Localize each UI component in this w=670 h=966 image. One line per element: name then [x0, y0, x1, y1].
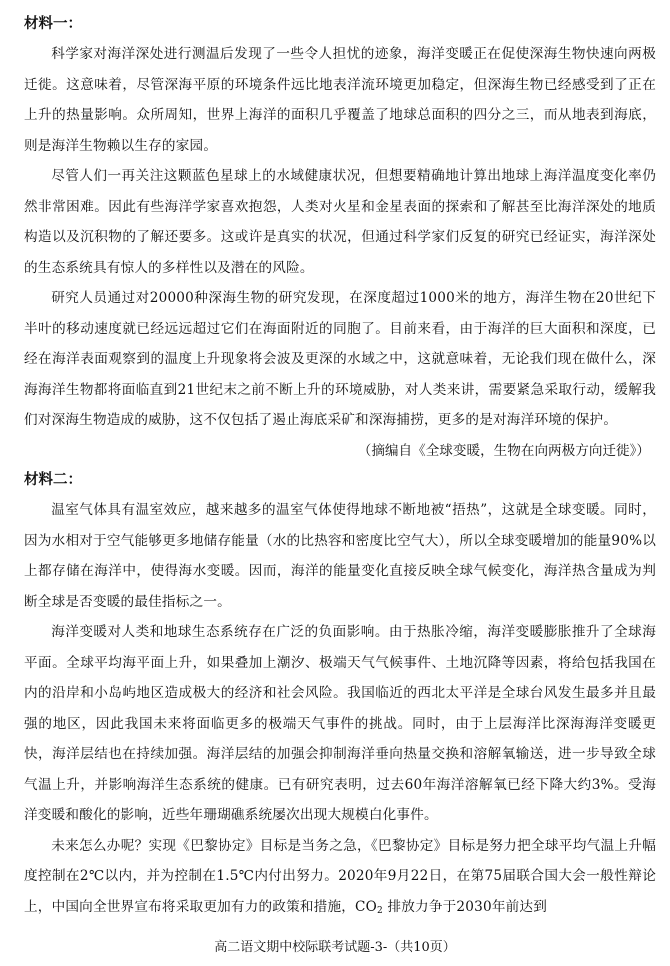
- material2-paragraph-2: 海洋变暖对人类和地球生态系统存在广泛的负面影响。由于热胀冷缩，海洋变暖膨胀推升了全球海平面。全球平均海平面上升，如果叠加上潮汐、极端天气气候事件、土地沉降等因素，将给包括我国在内的沿岸和小岛屿地区造成极大的经济和社会风险。我国临近的西北太平洋是全球台风发生最多并且最强的地区，因此我国未来将面临更多的极端天气事件的挑战。同时，由于上层海洋比深海海洋变暖更快，海洋层结也在持续加强。海洋层结的加强会抑制海洋垂向热量交换和溶解氧输送，进一步导致全球气温上升，并影响海洋生态系统的健康。已有研究表明，过去60年海洋溶解氧已经下降大约3%。受海洋变暖和酸化的影响，近些年珊瑚礁系统屡次出现大规模白化事件。: [24, 624, 656, 823]
- material2-paragraph-3: [24, 831, 656, 923]
- material2-paragraph-3-text: 未来怎么办呢？实现《巴黎协定》目标是当务之急，《巴黎协定》目标是努力把全球平均气温上升幅度控制在2℃以内，并为控制在1.5℃内付出努力。2020年9月22日，在第75届联合国大会一般性辩论上，中国向全世界宣布将采取更加有力的政策和措施，CO: [24, 837, 656, 915]
- material2-paragraph-1: 温室气体具有温室效应，越来越多的温室气体使得地球不断地被“捂热”，这就是全球变暖。同时，因为水相对于空气能够更多地储存能量（水的比热容和密度比空气大），所以全球变暖增加的能量90%以上都存储在海洋中，使得海水变暖。因而，海洋的能量变化直接反映全球气候变化，海洋热含量成为判断全球是否变暖的最佳指标之一。: [24, 502, 656, 610]
- page-footer: 高二语文期中校际联考试题-3-（共10页）: [214, 940, 456, 955]
- material1-heading: 材料一：: [24, 16, 82, 32]
- material1-paragraph-3: 研究人员通过对20000种深海生物的研究发现，在深度超过1000米的地方，海洋生物在20世纪下半叶的移动速度就已经远远超过它们在海面附近的同胞了。目前来看，由于海洋的巨大面积和深度，已经在海洋表面观察到的温度上升现象将会波及更深的水域之中，这就意味着，无论我们现在做什么，深海海洋生物都将面临直到21世纪末之前不断上升的环境威胁，对人类来讲，需要紧急采取行动，缓解我们对深海生物造成的威胁，这不仅包括了遏止海底采矿和深海捕捞，更多的是对海洋环境的保护。: [24, 290, 656, 428]
- material2-heading: 材料二：: [24, 472, 82, 488]
- co2-subscript: 2: [377, 905, 383, 916]
- material1-paragraph-1: 科学家对海洋深处进行测温后发现了一些令人担忧的迹象，海洋变暖正在促使深海生物快速向两极迁徙。这意味着，尽管深海平原的环境条件远比地表洋流环境更加稳定，但深海生物已经感受到了正在上升的热量影响。众所周知，世界上海洋的面积几乎覆盖了地球总面积的四分之三，而从地表到海底，则是海洋生物赖以生存的家园。: [24, 46, 656, 154]
- material1-source: （摘编自《全球变暖，生物在向两极方向迁徙》）: [357, 442, 650, 459]
- material1-paragraph-2: 尽管人们一再关注这颗蓝色星球上的水域健康状况，但想要精确地计算出地球上海洋温度变化率仍然非常困难。因此有些海洋学家喜欢抱怨，人类对火星和金星表面的探索和了解甚至比海洋深处的地质构造以及沉积物的了解还要多。这或许是真实的状况，但通过科学家们反复的研究已经证实，海洋深处的生态系统具有惊人的多样性以及潜在的风险。: [24, 168, 656, 276]
- material2-paragraph-3-text-end: 排放力争于2030年前达到: [387, 898, 548, 915]
